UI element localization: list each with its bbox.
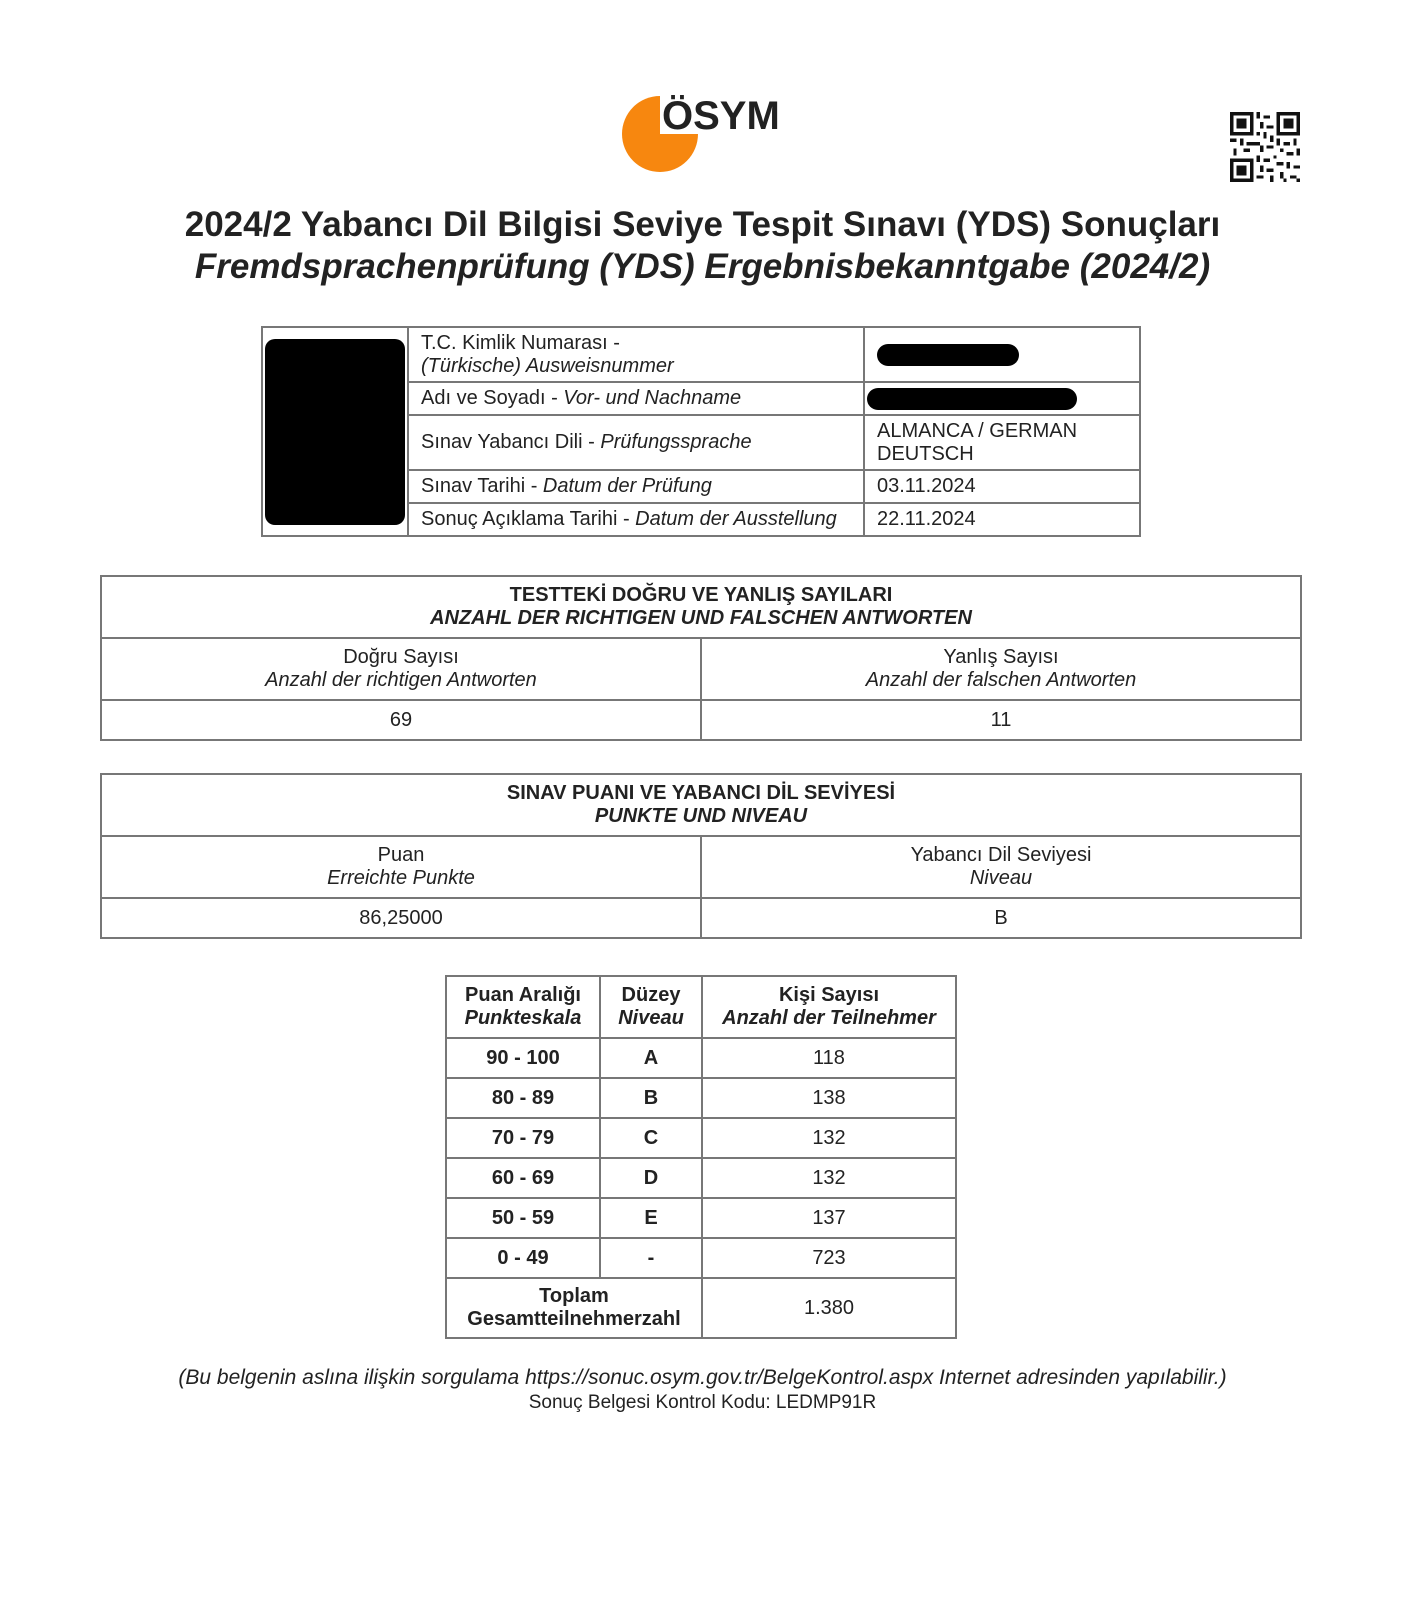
table-row: 70 - 79 C 132: [446, 1118, 956, 1158]
points-value: 86,25000: [101, 898, 701, 938]
total-value: 1.380: [702, 1278, 956, 1338]
exam-date-label: Sınav Tarihi - Datum der Prüfung: [408, 470, 864, 503]
candidate-photo: [262, 327, 408, 536]
table-row: 80 - 89 B 138: [446, 1078, 956, 1118]
result-date-label: Sonuç Açıklama Tarihi - Datum der Ausstellung: [408, 503, 864, 536]
osym-logo: [622, 92, 792, 178]
id-value: [864, 327, 1140, 382]
table-row: 0 - 49 - 723: [446, 1238, 956, 1278]
verification-note: (Bu belgenin aslına ilişkin sorgulama https://sonuc.osym.gov.tr/BelgeKontrol.aspx Internet adresinden yapılabilir.): [178, 1366, 1227, 1389]
name-value: [864, 382, 1140, 415]
candidate-info-table: [261, 326, 1141, 537]
page-title: 2024/2 Yabancı Dil Bilgisi Seviye Tespit Sınavı (YDS) Sonuçları: [184, 205, 1221, 244]
correct-label: Doğru Sayısı Anzahl der richtigen Antworten: [101, 638, 701, 700]
redacted-name: [867, 388, 1077, 410]
wrong-label: Yanlış Sayısı Anzahl der falschen Antworten: [701, 638, 1301, 700]
answers-table: [100, 575, 1302, 741]
name-label: Adı ve Soyadı - Vor- und Nachname: [408, 382, 864, 415]
level-label: Yabancı Dil Seviyesi Niveau: [701, 836, 1301, 898]
table-row: 60 - 69 D 132: [446, 1158, 956, 1198]
score-heading: SINAV PUANI VE YABANCI DİL SEVİYESİ PUNKTE UND NIVEAU: [101, 774, 1301, 836]
level-value: B: [701, 898, 1301, 938]
result-date-value: 22.11.2024: [864, 503, 1140, 536]
correct-count: 69: [101, 700, 701, 740]
id-label: T.C. Kimlik Numarası - (Türkische) Ausweisnummer: [408, 327, 864, 382]
table-row: 90 - 100 A 118: [446, 1038, 956, 1078]
score-distribution-table: [445, 975, 957, 1339]
language-label: Sınav Yabancı Dili - Prüfungssprache: [408, 415, 864, 470]
total-label: Toplam Gesamtteilnehmerzahl: [446, 1278, 702, 1338]
col-count-header: Kişi Sayısı Anzahl der Teilnehmer: [702, 976, 956, 1038]
wrong-count: 11: [701, 700, 1301, 740]
exam-date-value: 03.11.2024: [864, 470, 1140, 503]
answers-heading: TESTTEKİ DOĞRU VE YANLIŞ SAYILARI ANZAHL DER RICHTIGEN UND FALSCHEN ANTWORTEN: [101, 576, 1301, 638]
qr-code-icon: [1230, 112, 1300, 182]
page-subtitle: Fremdsprachenprüfung (YDS) Ergebnisbekanntgabe (2024/2): [194, 247, 1211, 286]
redacted-photo: [265, 339, 405, 525]
logo-text: ÖSYM: [662, 94, 780, 138]
col-level-header: Düzey Niveau: [600, 976, 702, 1038]
score-table: [100, 773, 1302, 939]
col-range-header: Puan Aralığı Punkteskala: [446, 976, 600, 1038]
total-row: [446, 1278, 956, 1338]
redacted-id: [877, 344, 1019, 366]
table-row: 50 - 59 E 137: [446, 1198, 956, 1238]
control-code: Sonuç Belgesi Kontrol Kodu: LEDMP91R: [528, 1392, 877, 1413]
language-value: ALMANCA / GERMAN DEUTSCH: [864, 415, 1140, 470]
points-label: Puan Erreichte Punkte: [101, 836, 701, 898]
